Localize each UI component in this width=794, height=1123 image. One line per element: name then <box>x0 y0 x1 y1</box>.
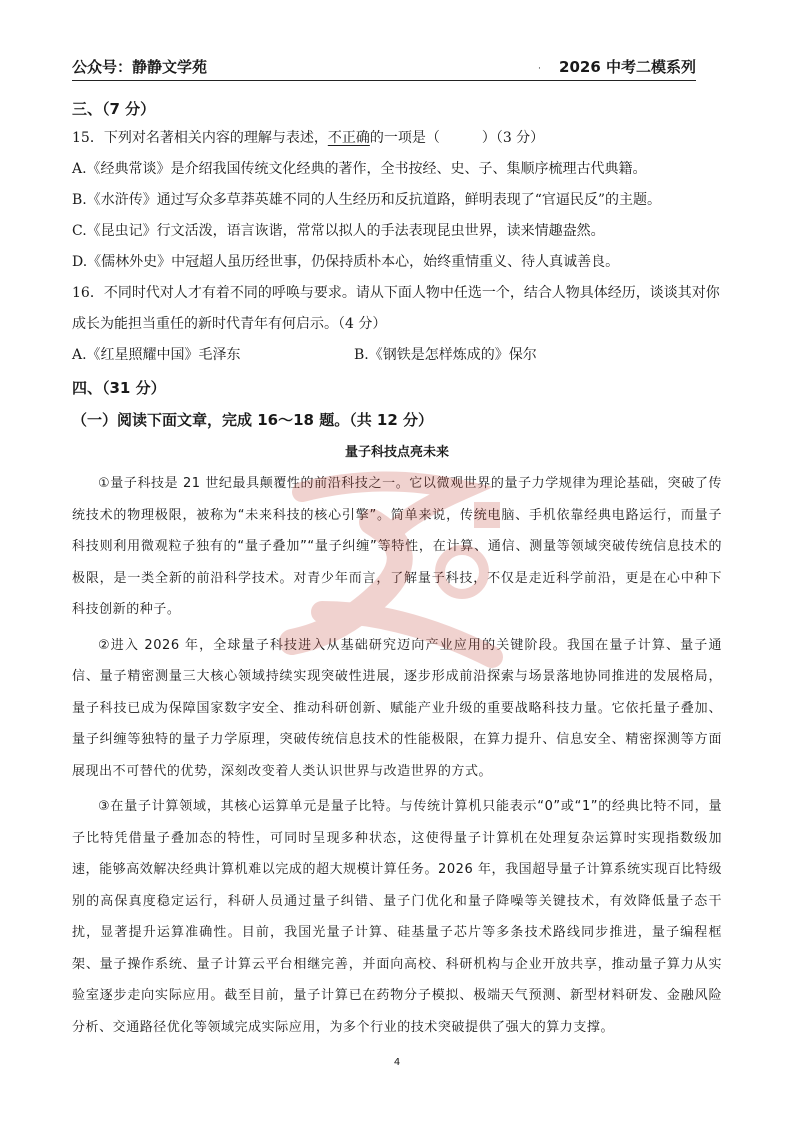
question-16-option-b: B.《钢铁是怎样炼成的》保尔 <box>354 347 537 363</box>
question-16-line-2: 成长为能担当重任的新时代青年有何启示。（4 分） <box>72 316 387 332</box>
article-title: 量子科技点亮未来 <box>344 445 449 460</box>
article-paragraph-1: ①量子科技是 21 世纪最具颠覆性的前沿科技之一。它以微观世界的量子力学规律为理论基础，突破了传统技术的物理极限，被称为“未来科技的核心引擎”。简单来说，传统电脑、手机依靠经典电路运行，而量子科技则利用微观粒子独有的“量子叠加”“量子纠缠”等特性，在计算、通信、测量等领域突破传统信息技术的极限，是一类全新的前沿科学技术。对青少年而言，了解量子科技，不仅是走近科学前沿，更是在心中种下科技创新的种子。 <box>72 476 722 617</box>
question-16-option-a: A.《红星照耀中国》毛泽东 <box>72 347 241 363</box>
page-content <box>72 98 722 1047</box>
question-15-stem-post: 的一项是（ ）（3 分） <box>369 130 545 146</box>
page-number: 4 <box>393 1057 401 1068</box>
question-15-option-d: D.《儒林外史》中冠超人虽历经世事，仍保持质朴本心，始终重情重义、待人真诚善良。 <box>72 254 620 270</box>
page-header <box>72 56 696 81</box>
question-15-option-a: A.《经典常谈》是介绍我国传统文化经典的著作，全书按经、史、子、集顺序梳理古代典籍。 <box>72 161 647 177</box>
article-paragraph-3: ③在量子计算领域，其核心运算单元是量子比特。与传统计算机只能表示“0”或“1”的经典比特不同，量子比特凭借量子叠加态的特性，可同时呈现多种状态，这使得量子计算机在处理复杂运算时实现指数级加速，能够高效解决经典计算机难以完成的超大规模计算任务。2026 年，我国超导量子计算系统实现百比特级别的高保真度稳定运行，科研人员通过量子纠错、量子门优化和量子降噪等关键技术，有效降低量子态干扰，显著提升运算准确性。目前，我国光量子计算、硅基量子芯片等多条技术路线同步推进，量子编程框架、量子操作系统、量子计算云平台相继完善，并面向高校、科研机构与企业开放共享，推动量子算力从实验室逐步走向实际应用。截至目前，量子计算已在药物分子模拟、极端天气预测、新型材料研发、金融风险分析、交通路径优化等领域完成实际应用，为多个行业的技术突破提供了强大的算力支撑。 <box>72 799 722 1035</box>
question-15-stem-pre: 15．下列对名著相关内容的理解与表述， <box>72 130 328 146</box>
question-16-line-1: 16．不同时代对人才有着不同的呼唤与要求。请从下面人物中任选一个，结合人物具体经历，谈谈其对你 <box>72 285 720 301</box>
reading-subtitle: （一）阅读下面文章，完成 16～18 题。（共 12 分） <box>72 411 434 429</box>
section-4-title: 四、（31 分） <box>72 379 166 397</box>
header-account-name: 公众号：静静文学苑 <box>72 58 208 76</box>
question-15-emphasis: 不正确 <box>327 130 370 146</box>
header-dot: · <box>538 64 541 74</box>
question-15-stem <box>72 123 722 154</box>
header-series-title: 2026 中考二模系列 <box>559 58 696 76</box>
question-15-option-c: C.《昆虫记》行文活泼，语言诙谐，常常以拟人的手法表现昆虫世界，读来情趣盎然。 <box>72 223 605 239</box>
question-16-options <box>72 340 722 371</box>
article-paragraph-2: ②进入 2026 年，全球量子科技进入从基础研究迈向产业应用的关键阶段。我国在量子计算、量子通信、量子精密测量三大核心领域持续实现突破性进展，逐步形成前沿探索与场景落地协同推进的发展格局，量子科技已成为保障国家数字安全、推动科研创新、赋能产业升级的重要战略科技力量。它依托量子叠加、量子纠缠等独特的量子力学原理，突破传统信息技术的性能极限，在算力提升、信息安全、精密探测等方面展现出不可替代的优势，深刻改变着人类认识世界与改造世界的方式。 <box>72 637 722 779</box>
section-3-title: 三、（7 分） <box>72 100 156 118</box>
question-15-option-b: B.《水浒传》通过写众多草莽英雄不同的人生经历和反抗道路，鲜明表现了“官逼民反”的主题。 <box>72 192 662 208</box>
